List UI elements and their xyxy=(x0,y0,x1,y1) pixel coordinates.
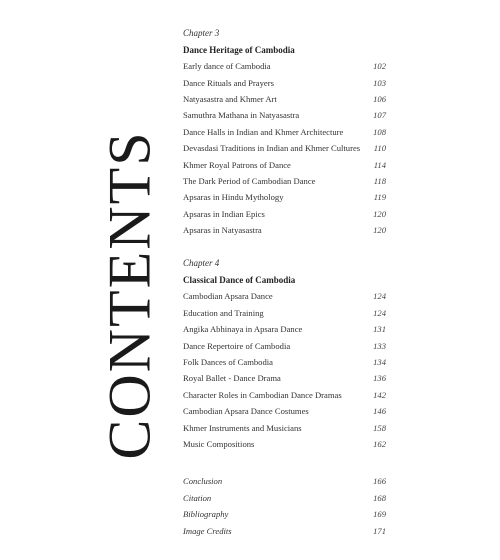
toc-entry xyxy=(183,156,386,172)
chapter-3-label: Chapter 3 xyxy=(183,28,220,38)
toc-entry-title: Khmer Instruments and Musicians xyxy=(183,422,302,433)
toc-entry xyxy=(183,74,386,90)
toc-entry-page: 124 xyxy=(373,291,386,302)
toc-entry xyxy=(183,506,386,522)
toc-entry-title: Dance Repertoire of Cambodia xyxy=(183,340,291,351)
toc-entry xyxy=(183,387,386,403)
toc-entry xyxy=(183,173,386,189)
toc-entry xyxy=(183,403,386,419)
toc-entry-page: 107 xyxy=(373,110,386,121)
toc-entry-page: 103 xyxy=(373,77,386,88)
toc-entry-title: Royal Ballet - Dance Drama xyxy=(183,373,281,384)
toc-entry xyxy=(183,436,386,452)
toc-entry-page: 158 xyxy=(373,422,386,433)
toc-entry-page: 120 xyxy=(373,225,386,236)
toc-entry xyxy=(183,370,386,386)
toc-entry-title: Music Compositions xyxy=(183,439,255,449)
toc-entry-title: Education and Training xyxy=(183,307,264,318)
toc-entry xyxy=(183,522,386,538)
toc-entry-page: 166 xyxy=(373,476,386,487)
chapter-4-entries xyxy=(183,288,386,452)
contents-title xyxy=(95,130,165,460)
toc-entry-page: 136 xyxy=(373,373,386,384)
toc-entry-title: Devasdasi Traditions in Indian and Khmer Cultures xyxy=(183,143,361,154)
toc-entry-page: 118 xyxy=(373,175,386,186)
toc-entry-title: Citation xyxy=(183,492,212,503)
toc-entry xyxy=(183,58,386,74)
toc-entry-page: 108 xyxy=(373,126,386,137)
toc-entry xyxy=(183,206,386,222)
toc-entry-page: 134 xyxy=(373,357,386,368)
toc-entry xyxy=(183,222,386,238)
contents-title-text: CONTENTS xyxy=(97,130,163,460)
toc-entry-page: 168 xyxy=(373,492,386,503)
toc-entry-page: 146 xyxy=(373,406,386,417)
toc-entry xyxy=(183,490,386,506)
toc-entry-title: Dance Rituals and Prayers xyxy=(183,77,274,88)
toc-entry xyxy=(183,473,386,489)
toc-entry-title: Apsaras in Indian Epics xyxy=(183,208,265,219)
toc-entry-title: The Dark Period of Cambodian Dance xyxy=(183,175,316,186)
toc-entry-title: Dance Halls in Indian and Khmer Architecture xyxy=(183,126,344,137)
toc-entry-title: Folk Dances of Cambodia xyxy=(183,357,273,368)
toc-entry xyxy=(183,419,386,435)
toc-entry-title: Khmer Royal Patrons of Dance xyxy=(183,159,291,170)
toc-entry-page: 119 xyxy=(373,192,386,203)
toc-entry xyxy=(183,305,386,321)
toc-entry-page: 169 xyxy=(373,509,386,520)
toc-entry-page: 102 xyxy=(373,61,386,72)
toc-entry xyxy=(183,124,386,140)
chapter-4-title: Classical Dance of Cambodia xyxy=(183,275,296,286)
toc-entry-page: 142 xyxy=(373,389,386,400)
section-spacer xyxy=(183,238,386,255)
toc-entry-title: Conclusion xyxy=(183,476,223,487)
toc-entry-title: Angika Abhinaya in Apsara Dance xyxy=(183,324,303,335)
toc-entry-title: Character Roles in Cambodian Dance Dramas xyxy=(183,389,342,400)
toc-entry xyxy=(183,354,386,370)
chapter-3-section xyxy=(183,25,386,238)
toc-entry-page: 131 xyxy=(373,324,386,335)
chapter-4-label: Chapter 4 xyxy=(183,258,220,269)
table-of-contents xyxy=(183,25,386,539)
toc-entry-page: 162 xyxy=(373,439,386,449)
toc-entry xyxy=(183,321,386,337)
toc-entry xyxy=(183,91,386,107)
chapter-3-title: Dance Heritage of Cambodia xyxy=(183,45,295,55)
toc-entry-title: Bibliography xyxy=(183,509,229,520)
section-spacer xyxy=(183,452,386,473)
toc-entry-title: Image Credits xyxy=(183,525,232,536)
toc-entry xyxy=(183,337,386,353)
toc-entry-page: 171 xyxy=(373,525,386,536)
toc-entry-page: 133 xyxy=(373,340,386,351)
toc-entry-title: Natyasastra and Khmer Art xyxy=(183,93,277,104)
toc-entry-title: Apsaras in Hindu Mythology xyxy=(183,192,284,203)
toc-entry-page: 106 xyxy=(373,93,386,104)
toc-entry xyxy=(183,189,386,205)
toc-entry-page: 120 xyxy=(373,208,386,219)
toc-entry-title: Cambodian Apsara Dance xyxy=(183,291,273,302)
toc-entry-title: Early dance of Cambodia xyxy=(183,61,271,72)
toc-entry-page: 110 xyxy=(373,143,386,154)
toc-entry xyxy=(183,288,386,304)
chapter-3-entries xyxy=(183,58,386,238)
chapter-4-section xyxy=(183,255,386,452)
appendix-section xyxy=(183,473,386,539)
toc-entry xyxy=(183,107,386,123)
toc-entry-page: 114 xyxy=(373,159,386,170)
toc-entry-page: 124 xyxy=(373,307,386,318)
toc-entry-title: Cambodian Apsara Dance Costumes xyxy=(183,406,309,417)
toc-entry-title: Apsaras in Natyasastra xyxy=(183,225,262,236)
toc-entry xyxy=(183,140,386,156)
toc-entry-title: Samuthra Mathana in Natyasastra xyxy=(183,110,300,121)
